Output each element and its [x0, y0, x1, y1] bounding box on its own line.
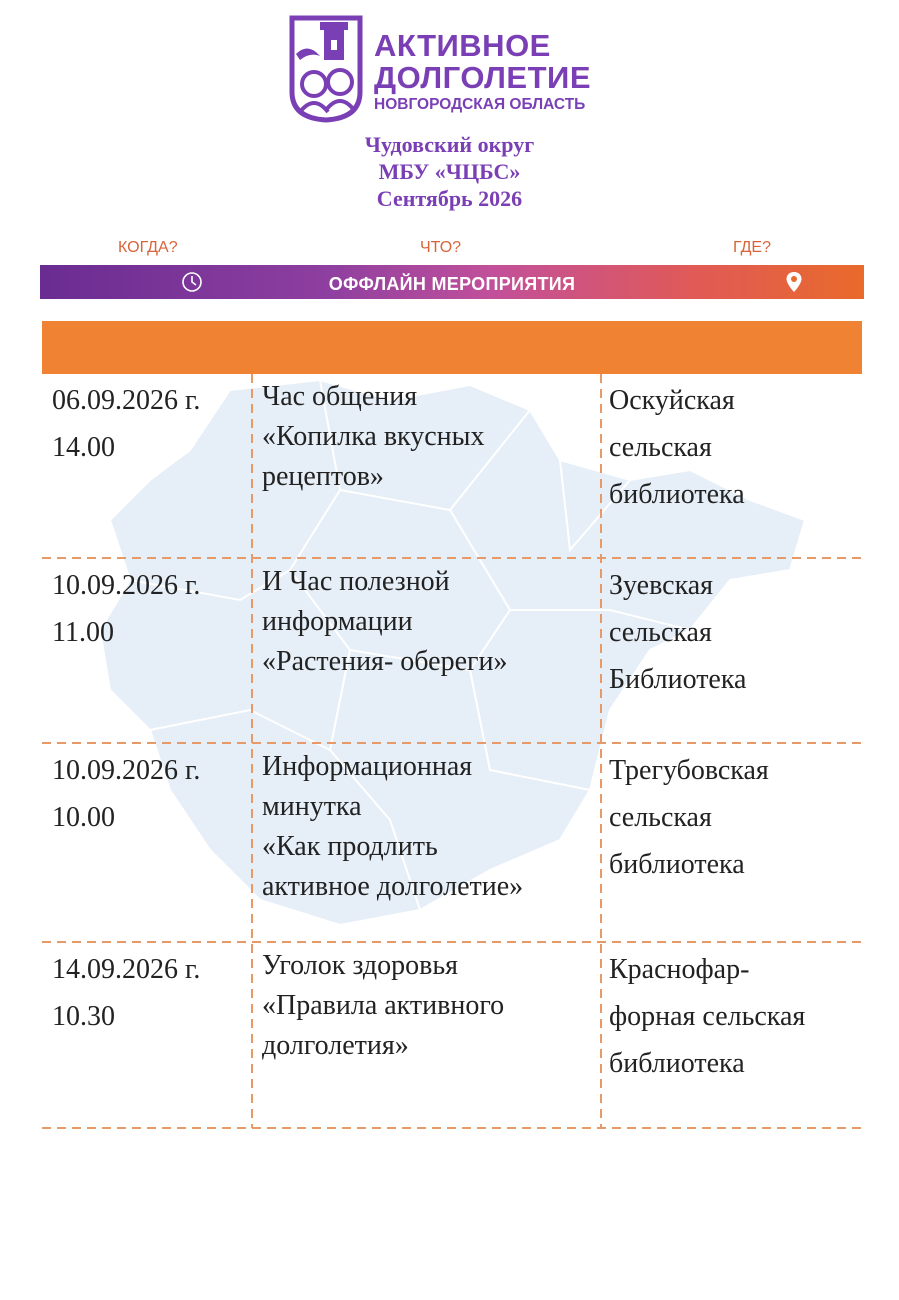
event-time: 14.00	[52, 432, 115, 463]
section-title: ОФФЛАЙН МЕРОПРИЯТИЯ	[328, 274, 576, 294]
event-datetime	[52, 747, 242, 841]
event-date: 10.09.2026 г.	[52, 570, 201, 601]
organization-name: МБУ «ЧЦБС»	[378, 159, 521, 184]
event-time: 10.30	[52, 1001, 115, 1032]
event-place	[609, 377, 859, 518]
event-title-line: «Копилка вкусных	[262, 421, 485, 452]
event-place	[609, 946, 859, 1087]
event-title-line: Информационная	[262, 751, 473, 782]
event-place-line: Библиотека	[609, 664, 747, 695]
event-title-line: Уголок здоровья	[262, 950, 459, 981]
event-time: 10.00	[52, 802, 115, 833]
event-place	[609, 562, 859, 703]
event-place-line: сельская	[609, 432, 712, 463]
event-datetime	[52, 562, 242, 656]
event-title	[262, 562, 602, 682]
event-place-line: форная сельская	[609, 1001, 806, 1032]
logo-subtitle: НОВГОРОДСКАЯ ОБЛАСТЬ	[374, 96, 586, 113]
event-place-line: Краснофар-	[609, 954, 750, 985]
event-place-line: сельская	[609, 617, 712, 648]
event-datetime	[52, 377, 242, 471]
event-datetime	[52, 946, 242, 1040]
event-date: 14.09.2026 г.	[52, 954, 201, 985]
event-title-line: рецептов»	[262, 461, 384, 492]
event-time: 11.00	[52, 617, 114, 648]
event-title-line: минутка	[262, 791, 362, 822]
event-place-line: Оскуйская	[609, 385, 735, 416]
logo-title-line1: АКТИВНОЕ	[374, 28, 551, 63]
event-title-line: активное долголетие»	[262, 871, 524, 902]
column-label-what: ЧТО?	[420, 239, 462, 256]
event-title-line: «Растения- обереги»	[262, 646, 508, 677]
column-label-where: ГДЕ?	[733, 239, 771, 256]
event-place-line: сельская	[609, 802, 712, 833]
event-place	[609, 747, 859, 888]
event-date: 10.09.2026 г.	[52, 755, 201, 786]
event-title-line: «Как продлить	[262, 831, 438, 862]
event-title-line: Час общения	[262, 381, 418, 412]
event-place-line: библиотека	[609, 849, 745, 880]
logo-title-line2: ДОЛГОЛЕТИЕ	[374, 60, 592, 95]
event-title-line: информации	[262, 606, 413, 637]
event-title	[262, 946, 602, 1066]
event-place-line: Зуевская	[609, 570, 714, 601]
event-date: 06.09.2026 г.	[52, 385, 201, 416]
event-title-line: И Час полезной	[262, 566, 450, 597]
event-title-line: «Правила активного	[262, 990, 505, 1021]
event-title	[262, 747, 602, 907]
event-place-line: библиотека	[609, 479, 745, 510]
column-label-when: КОГДА?	[118, 239, 178, 256]
month-label: Сентябрь 2026	[376, 186, 523, 211]
event-title	[262, 377, 602, 497]
event-place-line: библиотека	[609, 1048, 745, 1079]
event-place-line: Трегубовская	[609, 755, 769, 786]
district-name: Чудовский округ	[364, 132, 535, 157]
event-title-line: долголетия»	[262, 1030, 409, 1061]
